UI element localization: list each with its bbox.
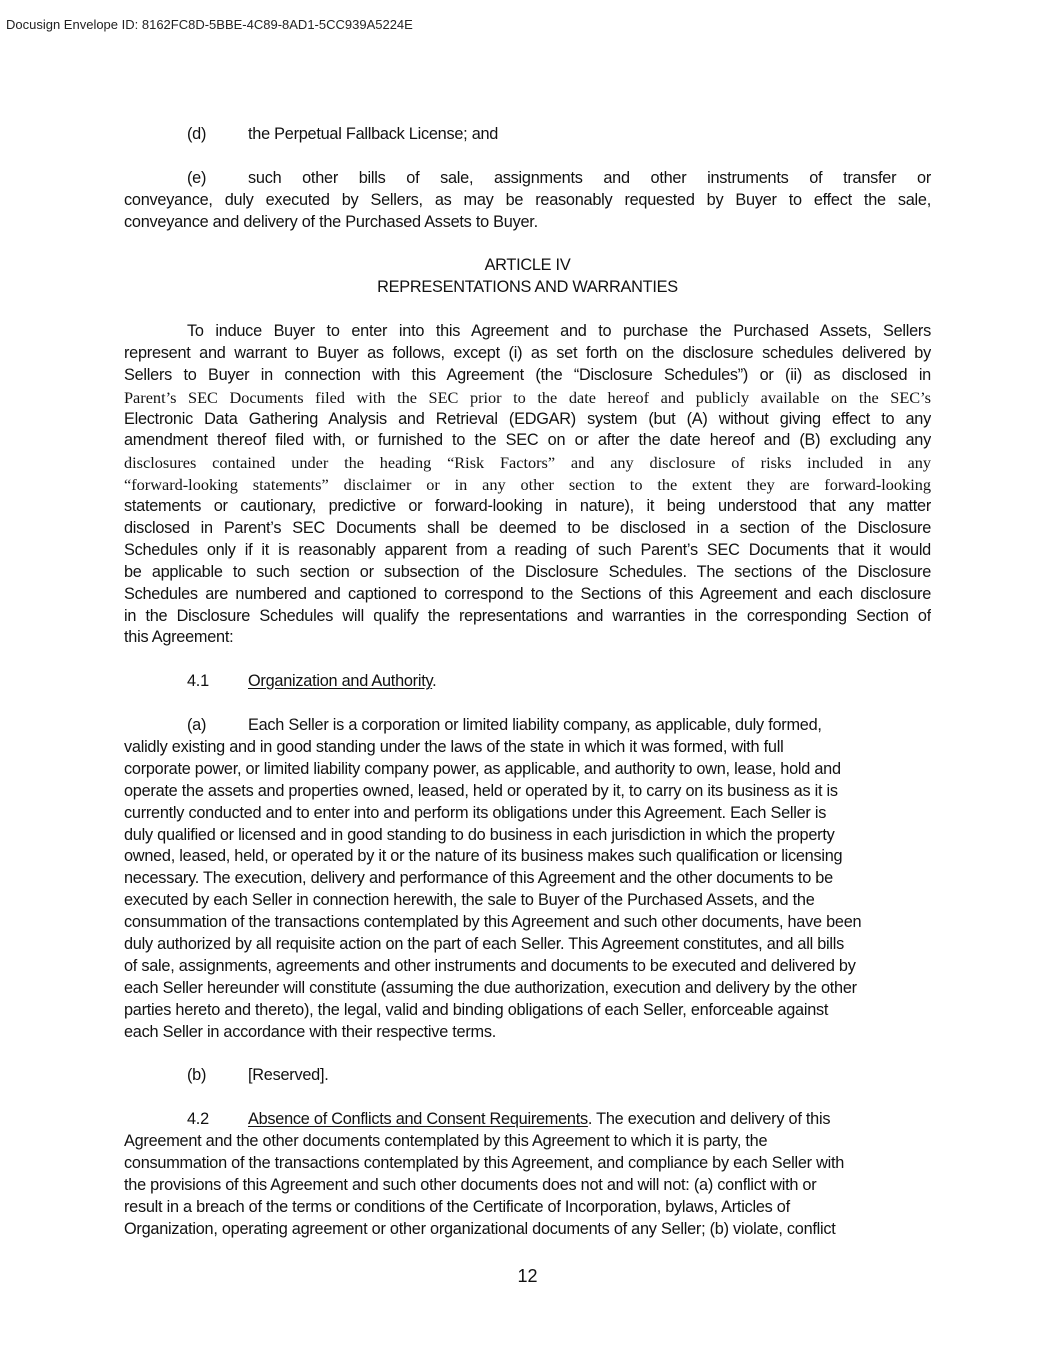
intro-line: amendment thereof filed with, or furnished to the SEC on or after the date hereof and (B) excluding any xyxy=(124,431,931,450)
intro-line: “forward-looking statements” disclaimer or in any other section to the extent they are forward-looking xyxy=(124,475,931,495)
section-4-2-line: result in a breach of the terms or conditions of the Certificate of Incorporation, bylaws, Articles of xyxy=(124,1197,790,1216)
section-4-2-line: Agreement and the other documents contemplated by this Agreement to which it is party, the xyxy=(124,1131,768,1150)
intro-line: To induce Buyer to enter into this Agreement and to purchase the Purchased Assets, Sellers xyxy=(187,322,931,341)
section-4-2-number: 4.2 xyxy=(187,1110,209,1129)
section-4-1-a-line: owned, leased, held, or operated by it or the nature of its business makes such qualification or licensing xyxy=(124,847,843,866)
docusign-envelope-id: Docusign Envelope ID: 8162FC8D-5BBE-4C89-8AD1-5CC939A5224E xyxy=(6,17,413,32)
item-e-label: (e) xyxy=(187,168,207,187)
intro-line: Parent’s SEC Documents filed with the SEC prior to the date hereof and publicly available on the SEC’s xyxy=(124,387,931,407)
intro-line: in the Disclosure Schedules will qualify the representations and warranties in the corresponding Section of xyxy=(124,606,931,625)
section-4-1-a-line: each Seller in accordance with their respective terms. xyxy=(124,1022,496,1041)
article-subtitle: REPRESENTATIONS AND WARRANTIES xyxy=(377,278,678,297)
intro-line: represent and warrant to Buyer as follows, except (i) as set forth on the disclosure schedules delivered by xyxy=(124,343,931,362)
section-4-1-a-line: each Seller hereunder will constitute (assuming the due authorization, execution and delivery by the other xyxy=(124,978,857,997)
intro-line: disclosures contained under the heading “Risk Factors” and any disclosure of risks included in any xyxy=(124,453,931,473)
section-4-1-a-line: duly qualified or licensed and in good standing to do business in each jurisdiction in which the property xyxy=(124,825,835,844)
section-4-2-line: Organization, operating agreement or other organizational documents of any Seller; (b) violate, conflict xyxy=(124,1219,836,1238)
article-title: ARTICLE IV xyxy=(484,256,571,275)
intro-line: this Agreement: xyxy=(124,628,234,647)
section-4-2-line: consummation of the transactions contemplated by this Agreement, and compliance by each Seller with xyxy=(124,1153,845,1172)
section-4-2-title: Absence of Conflicts and Consent Requirements xyxy=(248,1110,588,1129)
section-4-1-a-line: consummation of the transactions contemplated by this Agreement and such other documents, have been xyxy=(124,913,862,932)
section-4-1-b-label: (b) xyxy=(187,1066,207,1085)
section-4-1-a-line: corporate power, or limited liability company power, as applicable, and authority to own, lease, hold and xyxy=(124,759,841,778)
intro-line: Schedules only if it is reasonably apparent from a reading of such Parent’s SEC Documents that it would xyxy=(124,540,931,559)
section-4-1-a-line: executed by each Seller in connection herewith, the sale to Buyer of the Purchased Assets, and the xyxy=(124,891,815,910)
section-4-1-a-line: (a) Each Seller is a corporation or limited liability company, as applicable, duly formed, xyxy=(124,715,931,737)
section-4-1-number: 4.1 xyxy=(187,672,209,691)
intro-line: disclosed in Parent’s SEC Documents shall be deemed to be disclosed in a section of the Disclosure xyxy=(124,519,931,538)
document-page xyxy=(124,124,931,1240)
item-d-text: the Perpetual Fallback License; and xyxy=(248,125,499,143)
item-d-label: (d) xyxy=(187,125,207,143)
section-4-1-a-line: necessary. The execution, delivery and performance of this Agreement and the other documents to be xyxy=(124,869,833,888)
section-4-1-a-line: duly authorized by all requisite action on the part of each Seller. This Agreement constitutes, and all bills xyxy=(124,934,845,953)
section-4-1-a-line: validly existing and in good standing under the laws of the state in which it was formed, with full xyxy=(124,737,784,756)
item-e-line-1: (e) such other bills of sale, assignments and other instruments of transfer or xyxy=(124,168,931,190)
section-4-1-a-line: operate the assets and properties owned, leased, held or operated by it, to carry on its business as it is xyxy=(124,781,838,800)
intro-line: be applicable to such section or subsection of the Disclosure Schedules. The sections of the Disclosure xyxy=(124,562,931,581)
intro-line: Electronic Data Gathering Analysis and Retrieval (EDGAR) system (but (A) without giving effect to any xyxy=(124,409,931,428)
section-4-1-b: (b) [Reserved]. xyxy=(124,1065,931,1087)
section-4-1-title: Organization and Authority xyxy=(248,672,433,691)
section-4-1-a-line: parties hereto and thereto), the legal, valid and binding obligations of each Seller, enforceable against xyxy=(124,1000,829,1019)
section-4-1-a-label: (a) xyxy=(187,716,207,735)
section-4-1-a-line: currently conducted and to enter into and perform its obligations under this Agreement. Each Seller is xyxy=(124,803,827,822)
intro-line: Schedules are numbered and captioned to correspond to the Sections of this Agreement and each disclosure xyxy=(124,584,931,603)
section-4-2-line: the provisions of this Agreement and such other documents does not and will not: (a) conflict with or xyxy=(124,1175,817,1194)
section-4-1-a-line: of sale, assignments, agreements and other instruments and documents to be executed and delivered by xyxy=(124,956,856,975)
page-number: 12 xyxy=(517,1266,538,1286)
intro-line: Sellers to Buyer in connection with this Agreement (the “Disclosure Schedules”) or (ii) as disclosed in xyxy=(124,365,931,384)
section-4-2-heading: 4.2 Absence of Conflicts and Consent Requirements. The execution and delivery of this xyxy=(124,1109,931,1131)
section-4-1-heading: 4.1 Organization and Authority. xyxy=(124,671,931,693)
intro-line: statements or cautionary, predictive or forward-looking in nature), it being understood that any matter xyxy=(124,497,931,516)
item-e-line-3: conveyance and delivery of the Purchased Assets to Buyer. xyxy=(124,212,538,231)
item-e-line-2: conveyance, duly executed by Sellers, as may be reasonably requested by Buyer to effect the sale, xyxy=(124,190,931,209)
item-d xyxy=(124,124,931,146)
